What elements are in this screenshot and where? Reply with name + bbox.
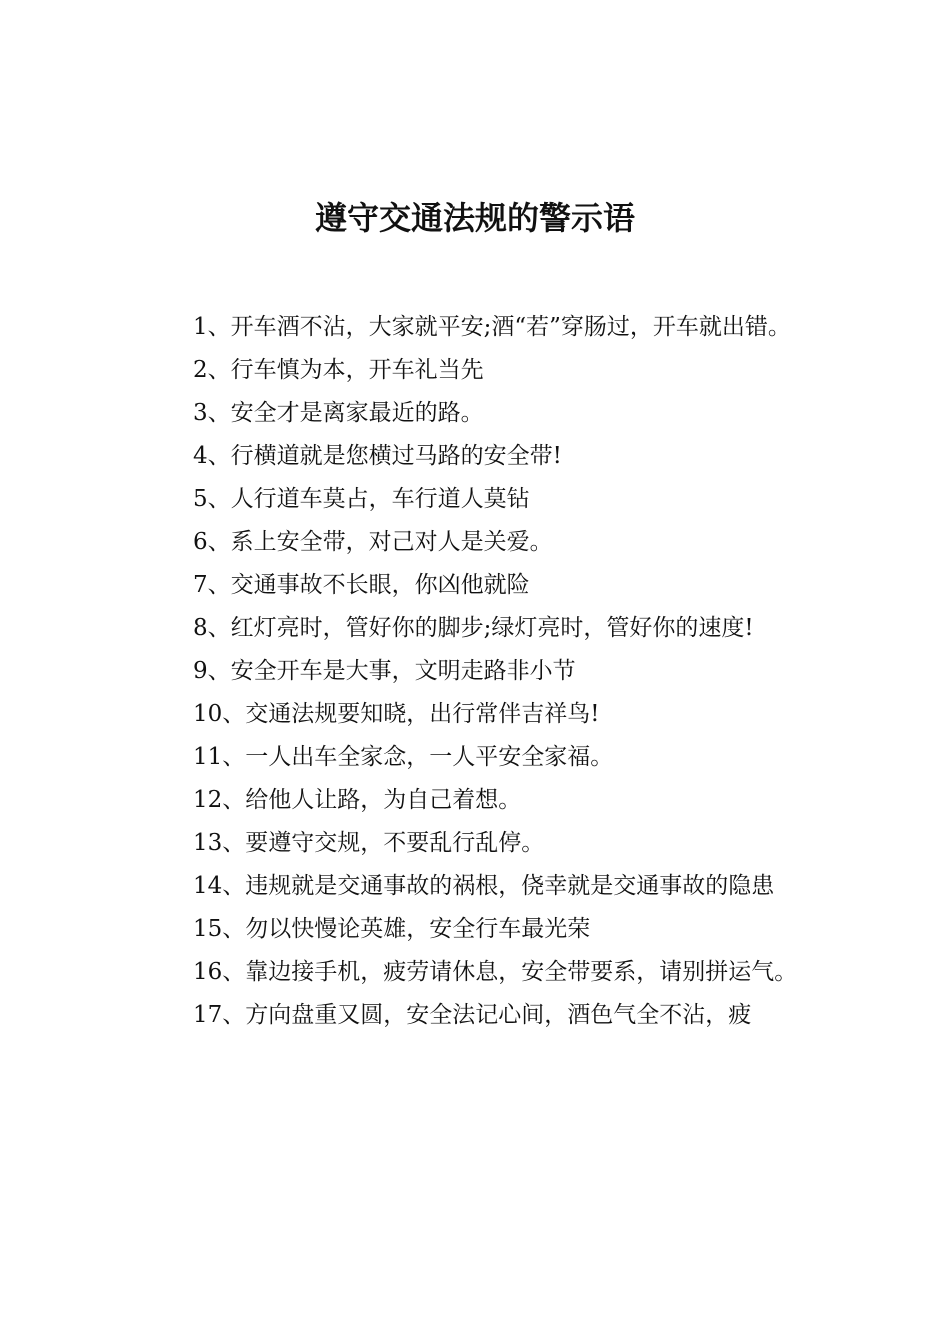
- list-item: 9、安全开车是大事，文明走路非小节: [193, 658, 576, 684]
- list-item: 8、红灯亮时，管好你的脚步;绿灯亮时，管好你的速度!: [193, 615, 754, 641]
- list-item: 7、交通事故不长眼，你凶他就险: [193, 572, 530, 598]
- list-item: 6、系上安全带，对己对人是关爱。: [193, 529, 553, 555]
- list-item: 2、行车慎为本，开车礼当先: [193, 357, 484, 383]
- document-body: [143, 306, 811, 1037]
- list-item: 4、行横道就是您横过马路的安全带!: [193, 443, 562, 469]
- list-item: 13、要遵守交规，不要乱行乱停。: [193, 830, 545, 856]
- list-item: 5、人行道车莫占，车行道人莫钻: [193, 486, 530, 512]
- list-item: 16、靠边接手机，疲劳请休息，安全带要系，请别拼运气。: [193, 959, 798, 985]
- list-item: 12、给他人让路，为自己着想。: [193, 787, 522, 813]
- list-item: 11、一人出车全家念，一人平安全家福。: [193, 744, 614, 770]
- list-item: 10、交通法规要知晓，出行常伴吉祥鸟!: [193, 701, 600, 727]
- list-item: 1、开车酒不沾，大家就平安;酒“若”穿肠过，开车就出错。: [193, 314, 791, 340]
- list-item: 15、勿以快慢论英雄，安全行车最光荣: [193, 916, 591, 942]
- list-item: 3、安全才是离家最近的路。: [193, 400, 484, 426]
- document-title: 遵守交通法规的警示语: [314, 199, 635, 237]
- list-item: 14、违规就是交通事故的祸根，侥幸就是交通事故的隐患: [193, 873, 775, 899]
- list-item: 17、方向盘重又圆，安全法记心间，酒色气全不沾，疲: [193, 1002, 752, 1028]
